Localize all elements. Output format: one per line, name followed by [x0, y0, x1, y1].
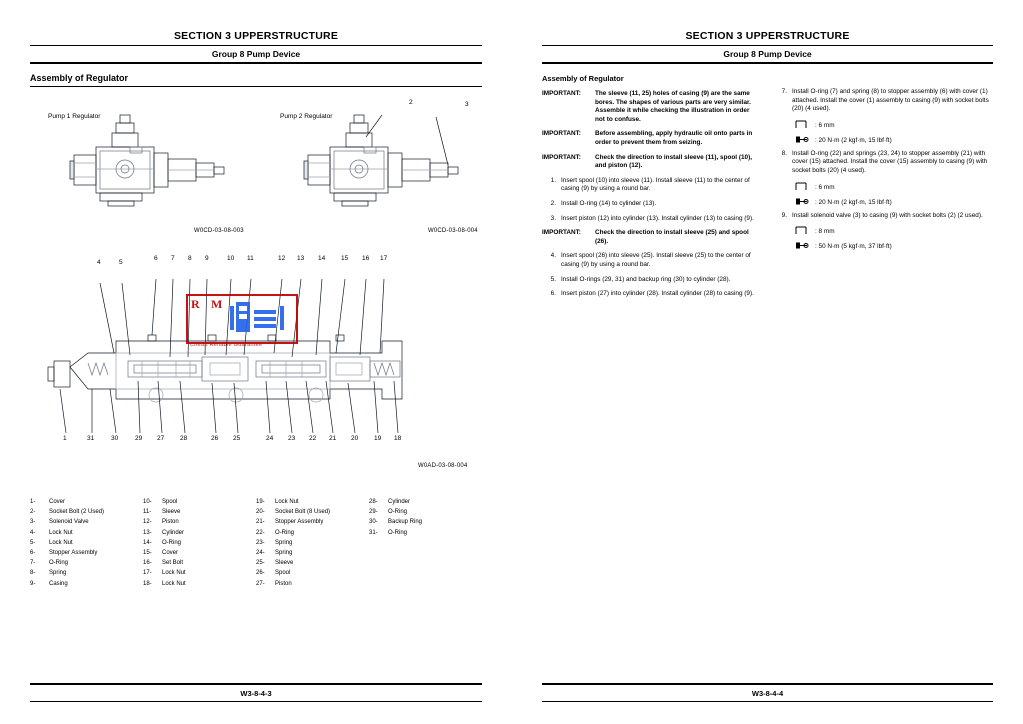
footer-divider [30, 701, 482, 702]
page-title: SECTION 3 UPPERSTRUCTURE [173, 30, 339, 42]
part-name: Piston [275, 580, 292, 587]
torque-icon [795, 241, 809, 252]
part-name: Lock Nut [49, 539, 73, 546]
list-item [256, 558, 369, 568]
part-name: O-Ring [388, 529, 408, 536]
callout-23: 23 [288, 435, 296, 442]
part-number: 9- [30, 580, 36, 587]
step-text: Install O-ring (22) and springs (23, 24) to stopper assembly (21) with cover (15) attached. Install the cover (15) assembly to casing (9) with socket bolts (20) (4 used). [792, 149, 988, 174]
list-item [30, 517, 143, 527]
part-name: Piston [162, 519, 179, 526]
parts-column-1 [30, 497, 143, 589]
part-name: Solenoid Valve [49, 519, 89, 526]
important-note [542, 130, 759, 147]
group-subtitle: Group 8 Pump Device [211, 49, 301, 59]
header-divider [30, 45, 482, 46]
step-number: 1. [550, 176, 556, 184]
list-item [256, 548, 369, 558]
step-number: 4. [550, 252, 556, 260]
list-item [30, 548, 143, 558]
part-number: 14- [143, 539, 152, 546]
part-name: Lock Nut [162, 580, 186, 587]
list-item [30, 568, 143, 578]
instruction-columns [542, 64, 993, 305]
step-text: Install O-rings (29, 31) and backup ring (30) to cylinder (28). [561, 275, 731, 283]
callout-21: 21 [329, 435, 337, 442]
part-number: 20- [256, 509, 265, 516]
part-number: 15- [143, 550, 152, 557]
part-number: 18- [143, 580, 152, 587]
list-item [143, 507, 256, 517]
part-name: O-Ring [49, 560, 69, 567]
wrench-size-text: : 6 mm [815, 121, 835, 129]
part-number: 28- [369, 499, 378, 505]
instruction-column-2 [773, 64, 990, 305]
step-item [773, 150, 990, 176]
list-item [256, 497, 369, 507]
step-number: 6. [550, 290, 556, 298]
important-note [542, 229, 759, 246]
assembly-heading-divider [30, 86, 482, 87]
step-text: Install O-ring (14) to cylinder (13). [561, 199, 657, 207]
page-title: SECTION 3 UPPERSTRUCTURE [685, 30, 850, 42]
step-item [773, 212, 990, 221]
part-number: 25- [256, 560, 265, 567]
step-number: 8. [781, 149, 787, 157]
wrench-size-line [795, 182, 990, 193]
list-item [30, 558, 143, 568]
parts-column-4 [369, 497, 482, 589]
page-number: W3-8-4-4 [751, 689, 784, 698]
step-text: Install O-ring (7) and spring (8) to stopper assembly (6) with cover (1) attached. Install the cover (1) assembly to casing (9) with socket bolts (20) (4 used). [792, 88, 989, 113]
list-item [143, 579, 256, 589]
step-text: Insert piston (12) into cylinder (13). Install cylinder (13) to casing (9). [561, 214, 754, 222]
step-number: 5. [550, 275, 556, 283]
part-name: Socket Bolt (8 Used) [275, 509, 331, 516]
part-number: 31- [369, 529, 378, 536]
figure-code-2: W0CD-03-08-004 [428, 228, 478, 234]
footer-divider [542, 701, 993, 702]
part-number: 4- [30, 529, 36, 536]
part-name: Spool [162, 499, 178, 505]
list-item [369, 497, 482, 507]
part-name: Cylinder [388, 499, 411, 505]
callout-3: 3 [465, 101, 469, 108]
list-item [143, 528, 256, 538]
list-item [256, 517, 369, 527]
part-number: 10- [143, 499, 152, 505]
watermark-tagline: Cheap Reliable Guarantee [190, 342, 263, 348]
figure-code-3: W0AD-03-08-004 [418, 463, 468, 469]
callout-29: 29 [135, 435, 143, 442]
part-name: Backup Ring [388, 519, 423, 526]
watermark-letter-r: R [191, 297, 200, 311]
part-number: 5- [30, 539, 36, 546]
important-text: Before assembling, apply hydraulic oil onto parts in order to prevent them from seizing. [595, 130, 753, 146]
part-number: 13- [143, 529, 152, 536]
parts-column-3 [256, 497, 369, 589]
step-item [542, 252, 759, 269]
important-text: The sleeve (11, 25) holes of casing (9) are the same bores. The shapes of various parts are very similar. Assemble it while checking the illustration in order not to confuse. [595, 90, 751, 123]
part-number: 17- [143, 570, 152, 577]
step-item [542, 290, 759, 299]
important-label: IMPORTANT: [542, 130, 581, 138]
part-name: Casing [49, 580, 68, 587]
assembly-heading: Assembly of Regulator [30, 73, 129, 83]
list-item [256, 568, 369, 578]
part-name: Lock Nut [275, 499, 299, 505]
callout-20: 20 [351, 435, 359, 442]
part-number: 6- [30, 550, 36, 557]
list-item [30, 528, 143, 538]
important-label: IMPORTANT: [542, 153, 581, 161]
part-number: 8- [30, 570, 36, 577]
list-item [30, 507, 143, 517]
step-item [542, 276, 759, 285]
part-name: Sleeve [275, 560, 294, 567]
list-item [256, 579, 369, 589]
assembly-heading: Assembly of Regulator [542, 74, 624, 83]
callout-28: 28 [180, 435, 188, 442]
callout-19: 19 [374, 435, 382, 442]
instruction-column-1 [542, 64, 759, 305]
list-item [143, 538, 256, 548]
callout-8: 8 [188, 255, 192, 262]
list-item [30, 497, 143, 507]
callout-17: 17 [380, 255, 388, 262]
header-divider-thick [30, 62, 482, 64]
torque-spec-text: : 20 N·m (2 kgf·m, 15 lbf·ft) [815, 136, 892, 144]
torque-icon [795, 197, 809, 208]
callout-27: 27 [157, 435, 165, 442]
callout-10: 10 [227, 255, 235, 262]
callout-25: 25 [233, 435, 241, 442]
step-number: 2. [550, 199, 556, 207]
wrench-icon [795, 226, 809, 237]
part-number: 19- [256, 499, 265, 505]
wrench-size-line [795, 120, 990, 131]
step-text: Insert spool (10) into sleeve (11). Install sleeve (11) to the center of casing (9) by using a round bar. [561, 176, 750, 193]
step-text: Insert piston (27) into cylinder (28). Install cylinder (28) to casing (9). [561, 290, 754, 298]
step-item [773, 88, 990, 114]
part-number: 3- [30, 519, 36, 526]
callout-30: 30 [111, 435, 119, 442]
parts-list [30, 497, 482, 589]
list-item [369, 507, 482, 517]
callout-12: 12 [278, 255, 286, 262]
pump1-figure-label: Pump 1 Regulator [48, 113, 101, 120]
list-item [30, 538, 143, 548]
callout-13: 13 [297, 255, 305, 262]
list-item [143, 497, 256, 507]
callout-1b: 1 [63, 435, 67, 442]
part-name: Spool [275, 570, 291, 577]
callout-11: 11 [247, 255, 254, 262]
part-number: 23- [256, 539, 265, 546]
part-number: 29- [369, 509, 378, 516]
part-name: Lock Nut [162, 570, 186, 577]
step-item [542, 200, 759, 209]
step-number: 3. [550, 214, 556, 222]
list-item [256, 507, 369, 517]
part-number: 16- [143, 560, 152, 567]
callout-14: 14 [318, 255, 326, 262]
callout-26: 26 [211, 435, 219, 442]
wrench-size-line [795, 226, 990, 237]
part-name: Cover [49, 499, 66, 505]
important-label: IMPORTANT: [542, 229, 581, 237]
parts-column-2 [143, 497, 256, 589]
list-item [369, 528, 482, 538]
right-page-header [542, 30, 993, 64]
part-number: 11- [143, 509, 152, 516]
list-item [30, 579, 143, 589]
important-text: Check the direction to install sleeve (25) and spool (26). [595, 229, 749, 245]
group-subtitle: Group 8 Pump Device [723, 49, 812, 59]
wrench-size-text: : 8 mm [815, 228, 835, 236]
torque-spec-line [795, 135, 990, 146]
callout-22: 22 [309, 435, 317, 442]
header-divider [542, 45, 993, 46]
part-name: Spring [49, 570, 67, 577]
callout-31: 31 [87, 435, 95, 442]
part-name: Socket Bolt (2 Used) [49, 509, 105, 516]
part-name: Sleeve [162, 509, 181, 516]
callout-18: 18 [394, 435, 402, 442]
pump2-figure-label: Pump 2 Regulator [280, 113, 333, 120]
part-number: 24- [256, 550, 265, 557]
callout-15: 15 [341, 255, 349, 262]
callout-9: 9 [205, 255, 209, 262]
part-name: Spring [275, 539, 293, 546]
list-item [143, 568, 256, 578]
part-number: 21- [256, 519, 265, 526]
callout-4: 4 [97, 259, 101, 266]
callout-7: 7 [171, 255, 175, 262]
right-page [512, 0, 1023, 724]
list-item [256, 528, 369, 538]
list-item [143, 558, 256, 568]
part-name: Set Bolt [162, 560, 184, 567]
pump-regulator-drawings [30, 93, 482, 253]
part-number: 7- [30, 560, 36, 567]
torque-spec-text: : 50 N·m (5 kgf·m, 37 lbf·ft) [815, 243, 892, 251]
part-number: 1- [30, 499, 36, 505]
important-note [542, 90, 759, 124]
wrench-icon [795, 120, 809, 131]
part-number: 22- [256, 529, 265, 536]
torque-spec-line [795, 241, 990, 252]
part-name: Cylinder [162, 529, 185, 536]
part-name: O-Ring [162, 539, 182, 546]
watermark-letter-m: M [211, 297, 223, 311]
part-name: Stopper Assembly [49, 550, 98, 557]
important-note [542, 154, 759, 171]
part-name: Spring [275, 550, 293, 557]
right-page-footer [542, 683, 993, 702]
list-item [143, 517, 256, 527]
wrench-size-text: : 6 mm [815, 183, 835, 191]
torque-icon [795, 135, 809, 146]
regulator-figures [30, 93, 482, 253]
wrench-icon [795, 182, 809, 193]
part-number: 12- [143, 519, 152, 526]
part-number: 2- [30, 509, 36, 516]
part-name: Stopper Assembly [275, 519, 324, 526]
step-text: Insert spool (26) into sleeve (25). Install sleeve (25) to the center of casing (9) by using a round bar. [561, 252, 751, 268]
callout-5: 5 [119, 259, 123, 266]
part-number: 27- [256, 580, 265, 587]
torque-spec-line [795, 197, 990, 208]
callout-24: 24 [266, 435, 274, 442]
callout-6: 6 [154, 255, 158, 262]
important-label: IMPORTANT: [542, 90, 581, 97]
regulator-cutaway-figure [30, 257, 482, 487]
important-text: Check the direction to install sleeve (11), spool (10), and piston (12). [595, 153, 752, 170]
part-name: O-Ring [388, 509, 408, 516]
part-number: 26- [256, 570, 265, 577]
list-item [143, 548, 256, 558]
list-item [369, 517, 482, 527]
list-item [256, 538, 369, 548]
part-name: Lock Nut [49, 529, 73, 536]
regulator-cutaway-drawing [30, 257, 482, 487]
callout-16: 16 [362, 255, 370, 262]
step-item [542, 177, 759, 194]
part-name: Cover [162, 550, 179, 557]
step-text: Install solenoid valve (3) to casing (9) with socket bolts (2) (2 used). [792, 211, 983, 219]
step-number: 7. [781, 88, 787, 95]
callout-2: 2 [409, 99, 413, 106]
left-page-footer [30, 683, 482, 702]
part-name: O-Ring [275, 529, 295, 536]
torque-spec-text: : 20 N·m (2 kgf·m, 15 lbf·ft) [815, 198, 892, 206]
step-item [542, 215, 759, 224]
part-number: 30- [369, 519, 378, 526]
step-number: 9. [781, 211, 787, 219]
figure-code-1: W0CD-03-08-003 [194, 228, 244, 234]
left-page-header [30, 30, 482, 64]
page-number: W3-8-4-3 [240, 689, 272, 698]
